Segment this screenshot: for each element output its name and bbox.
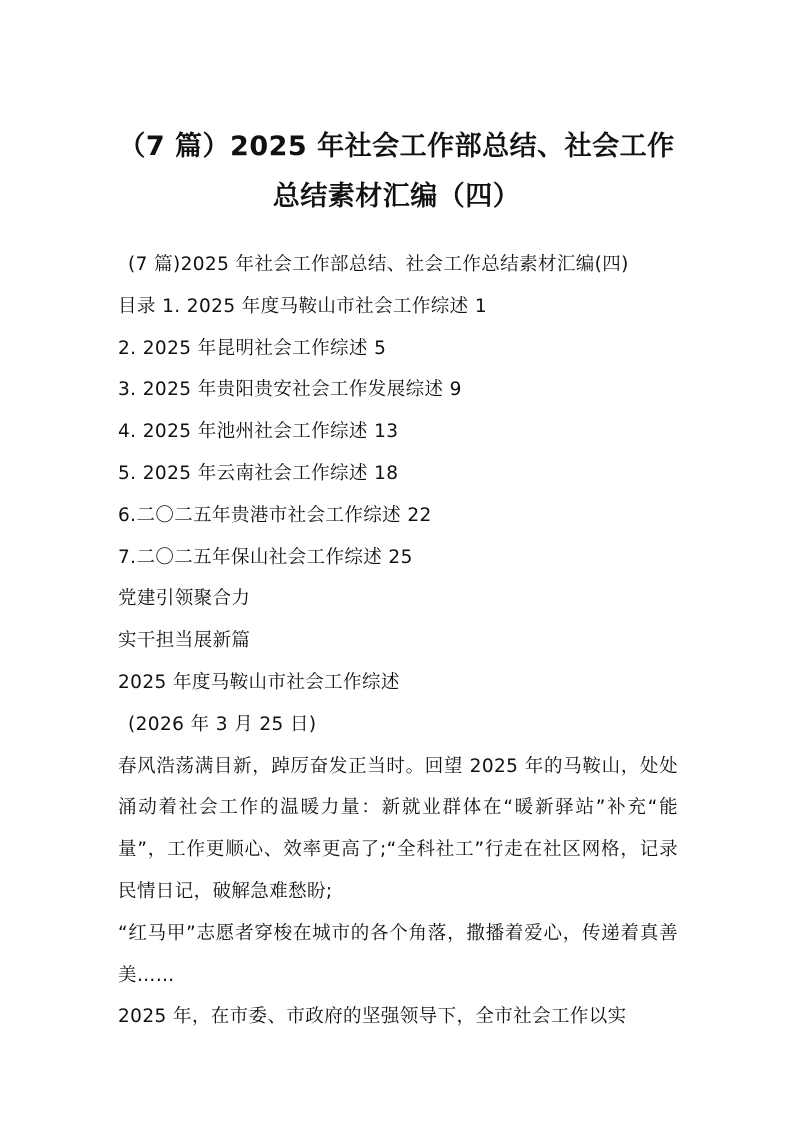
section-heading: 2025 年度马鞍山市社会工作综述 — [118, 671, 400, 693]
body-paragraph: 2025 年，在市委、市政府的坚强领导下，全市社会工作以实 — [118, 1006, 627, 1028]
title-line-1: （7 篇）2025 年社会工作部总结、社会工作 — [118, 131, 675, 162]
body-paragraph: “红马甲”志愿者穿梭在城市的各个角落，撒播着爱心，传递着真善美…… — [118, 922, 678, 986]
toc-item: 4. 2025 年池州社会工作综述 13 — [118, 421, 399, 443]
document-date: (2026 年 3 月 25 日) — [128, 713, 317, 735]
subtitle: (7 篇)2025 年社会工作部总结、社会工作总结素材汇编(四) — [128, 254, 629, 275]
toc-item: 5. 2025 年云南社会工作综述 18 — [118, 462, 399, 484]
toc-item: 6.二〇二五年贵港市社会工作综述 22 — [118, 504, 432, 526]
toc-item: 2. 2025 年昆明社会工作综述 5 — [118, 337, 387, 359]
toc-item: 7.二〇二五年保山社会工作综述 25 — [118, 546, 413, 568]
title-line-2: 总结素材汇编（四） — [272, 181, 521, 212]
document-title — [60, 122, 733, 222]
body-paragraph: 春风浩荡满目新，踔厉奋发正当时。回望 2025 年的马鞍山，处处涌动着社会工作的温暖力量：新就业群体在“暖新驿站”补充“能量”，工作更顺心、效率更高了;“全科社工”行走在社区网格，记录民情日记，破解急难愁盼; — [118, 755, 678, 902]
section-heading: 实干担当展新篇 — [118, 630, 251, 652]
section-heading: 党建引领聚合力 — [118, 588, 251, 610]
document-body — [118, 244, 678, 1038]
toc-item: 目录 1. 2025 年度马鞍山市社会工作综述 1 — [118, 295, 488, 317]
toc-item: 3. 2025 年贵阳贵安社会工作发展综述 9 — [118, 379, 462, 401]
